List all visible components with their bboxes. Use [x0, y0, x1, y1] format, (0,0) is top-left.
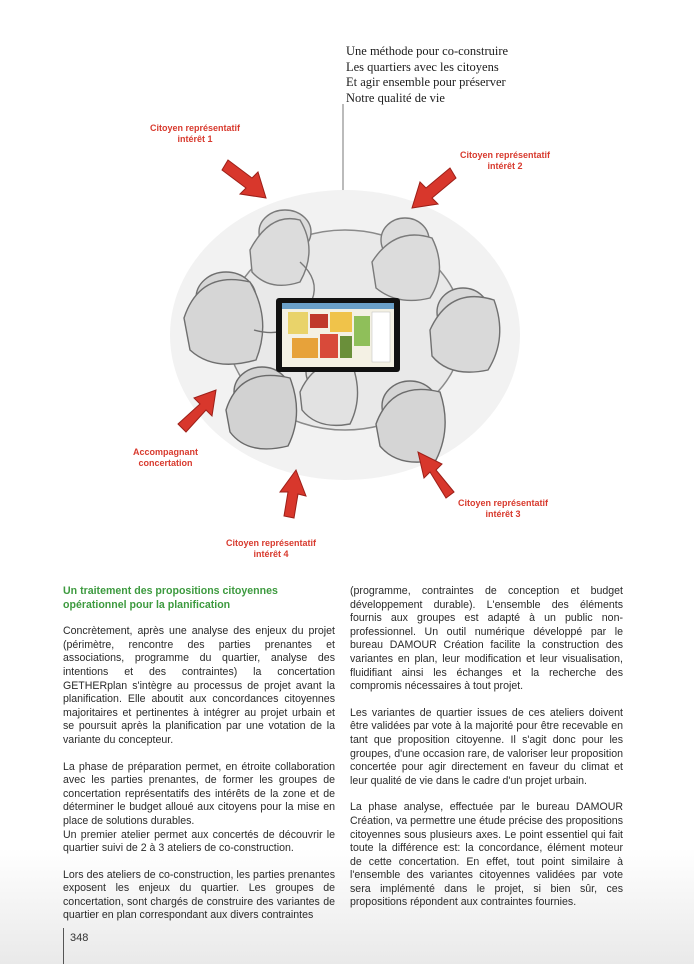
header-line: Les quartiers avec les citoyens [346, 59, 499, 74]
paragraph: La phase analyse, effectuée par le bureau DAMOUR Création, va permettre une étude précise des propositions citoyennes sous plusieurs axes. Le point essentiel qui fait toute la différence est: la concordance, élément moteur de cette concertation. En effet, tout point similaire à l'ensemble des variantes citoyennes validées par vote sera implémenté dans le projet, si bien sûr, ces propositions répondent aux contraintes fournies. [350, 801, 623, 909]
paragraph: (programme, contraintes de conception et budget développement durable). L'ensemble des éléments fournis aux groupes est adapté à un public non-professionnel. Un outil numérique développé par le bureau DAMOUR Création facilite la construction des variantes en plan, leur modification et leur visualisation, fluidifiant ainsi les échanges et la recherche des compromis nécessaires à tout projet. [350, 585, 623, 693]
label-line: intérêt 2 [487, 161, 523, 171]
heading-line: opérationnel pour la planification [63, 598, 231, 611]
header-line: Une méthode pour co-construire [346, 44, 509, 58]
label-line: intérêt 4 [253, 549, 289, 559]
label-line: Citoyen représentatif [150, 123, 241, 133]
text-column-left [63, 585, 335, 936]
label-interet-4 [226, 538, 316, 560]
label-line: Citoyen représentatif [226, 538, 317, 548]
label-line: intérêt 1 [177, 134, 213, 144]
label-line: concertation [138, 458, 193, 468]
section-heading [63, 585, 335, 612]
header-line: Et agir ensemble pour préserver [346, 75, 506, 89]
label-line: intérêt 3 [485, 509, 521, 519]
label-interet-1 [150, 123, 240, 145]
label-interet-3 [458, 498, 548, 520]
label-accompagnant [133, 447, 198, 469]
arrow-interet-2 [412, 168, 456, 208]
page-number-rule [63, 928, 64, 964]
paragraph: Concrètement, après une analyse des enjeux du projet (périmètre, rencontre des parties prenantes et associations, programme du quartier, analyse des intentions et des contraintes) la concertation GETHERplan s'intègre au processus de projet avant la planification. Elle aboutit aux concordances citoyennes majoritaires et pertinentes à intégrer au projet urbain et se poursuit après la planification par une votation de la variante du concepteur. [63, 625, 335, 746]
paragraph: La phase de préparation permet, en étroite collaboration avec les parties prenantes, de former les groupes de concertation représentatifs des intérêts de la zone et de déterminer le budget alloué aux citoyens pour la mise en place de solutions durables. [63, 760, 335, 827]
paragraph: Les variantes de quartier issues de ces ateliers doivent être validées par vote à la majorité pour être recevable en tant que proposition citoyenne. Il s'agit donc pour les groupes, d'une occasion rare, de valoriser leur proposition concertée pour agir directement en faveur du climat et leur qualité de vie dans le cadre d'un projet urbain. [350, 706, 623, 787]
text-column-right [350, 585, 623, 923]
header-line: Notre qualité de vie [346, 90, 445, 105]
heading-line: Un traitement des propositions citoyennes [63, 585, 278, 597]
label-line: Citoyen représentatif [460, 150, 551, 160]
arrow-interet-1 [222, 160, 266, 198]
paragraph: Un premier atelier permet aux concertés de découvrir le quartier suivi de 2 à 3 ateliers de co-construction. [63, 828, 335, 855]
label-interet-2 [460, 150, 550, 172]
person-right [430, 288, 500, 372]
label-line: Citoyen représentatif [458, 498, 549, 508]
label-line: Accompagnant [133, 447, 199, 457]
arrow-interet-4 [280, 470, 306, 518]
tablet [276, 298, 400, 372]
person-bottom-right [376, 381, 445, 462]
paragraph: Lors des ateliers de co-construction, les parties prenantes exposent les enjeux du quartier. Les groupes de concertation, sont chargés de construire des variantes de quartier en plan correspondant aux divers contraintes [63, 868, 335, 922]
page-number: 348 [70, 932, 89, 944]
